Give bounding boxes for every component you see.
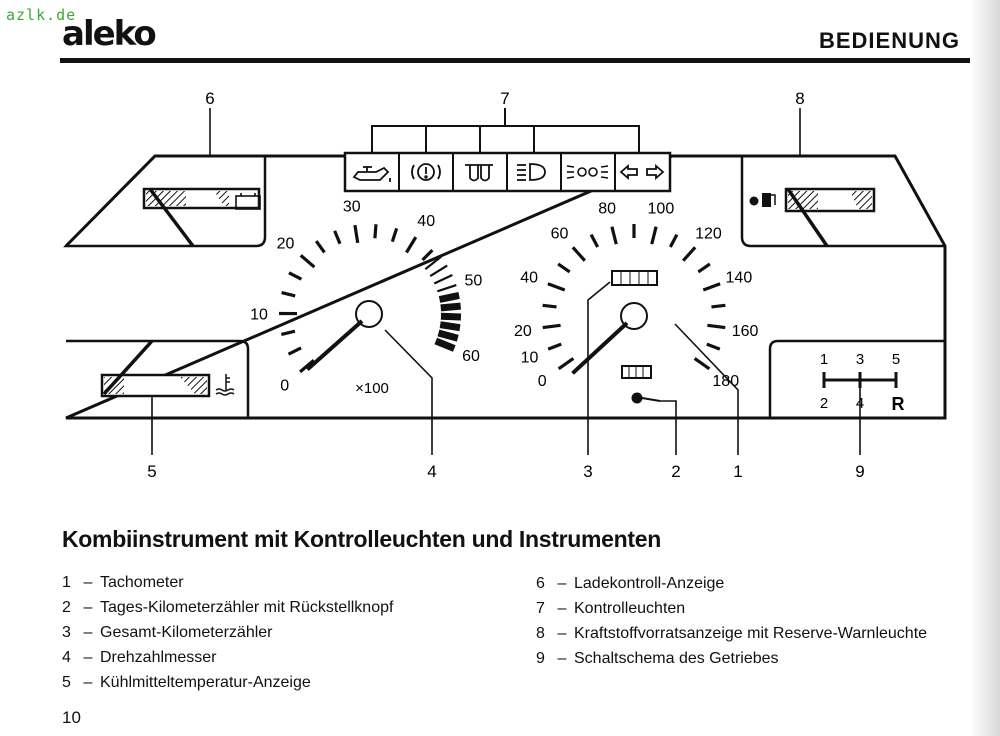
- callout-6: 6: [205, 89, 215, 108]
- speedo-label: 60: [550, 225, 569, 243]
- section-title: BEDIENUNG: [818, 28, 960, 53]
- figure-caption: Kombiinstrument mit Kontrolleuchten und Instrumenten: [62, 526, 662, 552]
- legend-item: 4 – Drehzahlmesser: [62, 649, 217, 666]
- legend-item: 9 – Schaltschema des Getriebes: [536, 650, 779, 667]
- warning-lamp-strip: [345, 108, 670, 191]
- callout-7: 7: [500, 89, 510, 108]
- tach-tick: [335, 231, 340, 244]
- tach-needle: [307, 321, 362, 370]
- speedo-tick: [711, 305, 725, 307]
- tach-redzone-tick: [430, 266, 447, 277]
- brand-logo: aleko: [62, 14, 155, 54]
- legend-item: 8 – Kraftstoffvorratsanzeige mit Reserve-Warnleuchte: [536, 625, 928, 642]
- legend-item: 1 – Tachometer: [62, 574, 184, 591]
- speedo-tick: [548, 344, 561, 349]
- speedo-tick: [670, 235, 677, 247]
- legend-left: [62, 570, 393, 695]
- speedo-tick: [558, 264, 570, 272]
- tach-tick: [406, 237, 415, 252]
- tach-label: 20: [276, 235, 295, 253]
- tach-redzone-tick: [438, 333, 457, 338]
- tach-tick: [282, 293, 296, 296]
- callout-5: 5: [147, 462, 157, 481]
- speedo-tick: [652, 227, 656, 244]
- legend-item: 2 – Tages-Kilometerzähler mit Rückstellknopf: [62, 599, 394, 616]
- speedo-tick: [591, 235, 598, 247]
- speedo-label: 140: [725, 269, 753, 287]
- callout-9: 9: [855, 462, 865, 481]
- tach-tick: [375, 224, 376, 238]
- shift-pattern: [820, 351, 905, 414]
- tach-label: 0: [280, 377, 290, 395]
- speedo-label: 20: [513, 323, 532, 341]
- tach-tick: [423, 250, 433, 260]
- legend-right: [536, 571, 927, 671]
- tach-label: 50: [464, 272, 483, 290]
- tach-redzone-tick: [441, 316, 461, 317]
- temperature-gauge: [102, 341, 234, 396]
- tachometer: [250, 198, 482, 397]
- speedo-label: 120: [695, 225, 722, 243]
- page-number: 10: [62, 708, 81, 727]
- speedo-label: 180: [712, 373, 740, 391]
- speedo-tick: [548, 284, 565, 290]
- speedo-tick: [543, 325, 561, 327]
- speedo-label: 100: [647, 200, 675, 218]
- gear-2: 2: [819, 395, 829, 412]
- gear-1: 1: [819, 351, 829, 368]
- tach-tick: [289, 273, 301, 279]
- speedo-tick: [703, 284, 720, 290]
- speedo-tick: [707, 325, 725, 327]
- tach-redzone-tick: [434, 275, 452, 283]
- total-odometer: [612, 271, 657, 285]
- tach-label: 30: [342, 198, 361, 216]
- reserve-warning-lamp: [750, 197, 759, 206]
- speedo-tick: [559, 358, 574, 368]
- speedometer: [514, 200, 759, 390]
- watermark: azlk.de: [6, 6, 77, 24]
- legend-item: 3 – Gesamt-Kilometerzähler: [62, 624, 273, 641]
- callout-1: 1: [733, 462, 743, 481]
- callout-3: 3: [583, 462, 593, 481]
- legend-item: 5 – Kühlmitteltemperatur-Anzeige: [62, 674, 311, 691]
- speedo-tick: [543, 305, 557, 307]
- tach-tick: [288, 348, 301, 354]
- tach-redzone-tick: [437, 285, 456, 291]
- tach-label: 60: [462, 348, 480, 366]
- fuel-pump-icon: [762, 193, 775, 207]
- callout-4: 4: [427, 462, 437, 481]
- gear-3: 3: [855, 351, 865, 368]
- coolant-temperature-icon: [216, 374, 234, 395]
- legend-item: 7 – Kontrolleuchten: [536, 600, 686, 617]
- tach-tick: [355, 225, 358, 243]
- tach-label: 10: [250, 306, 268, 324]
- speedo-tick: [698, 264, 710, 272]
- callout-8: 8: [795, 89, 805, 108]
- speedo-label: 40: [520, 269, 539, 287]
- battery-gauge: [144, 189, 260, 246]
- tach-redzone-tick: [441, 306, 461, 308]
- speedo-label: 80: [598, 200, 617, 218]
- speedo-tick: [683, 247, 695, 260]
- tach-tick: [392, 228, 396, 241]
- tach-redzone-tick: [436, 341, 455, 348]
- lamp-bracket: [372, 108, 639, 153]
- tach-tick: [316, 241, 324, 252]
- tach-redzone-tick: [440, 295, 460, 299]
- speedo-tick: [707, 344, 720, 349]
- speedo-label: 0: [537, 373, 547, 391]
- speedo-tick: [573, 247, 585, 260]
- tach-tick: [301, 255, 315, 267]
- speedo-label: 160: [731, 323, 759, 341]
- speedo-needle: [573, 323, 627, 373]
- speedo-tick: [612, 227, 616, 244]
- speedo-label: 10: [520, 349, 539, 367]
- fuel-gauge: [750, 189, 875, 246]
- tach-unit-label: ×100: [355, 380, 389, 397]
- gear-5: 5: [891, 351, 901, 368]
- trip-odometer: [622, 366, 651, 378]
- trip-reset-knob: [632, 393, 661, 404]
- tach-tick: [281, 331, 295, 334]
- gear-reverse: R: [891, 394, 905, 414]
- speedo-tick: [695, 358, 710, 368]
- page-edge-shadow: [970, 0, 1000, 736]
- gear-4: 4: [855, 395, 865, 412]
- tach-label: 40: [417, 213, 436, 231]
- tach-redzone-tick: [440, 325, 460, 328]
- legend-item: 6 – Ladekontroll-Anzeige: [536, 575, 725, 592]
- callout-2: 2: [671, 462, 681, 481]
